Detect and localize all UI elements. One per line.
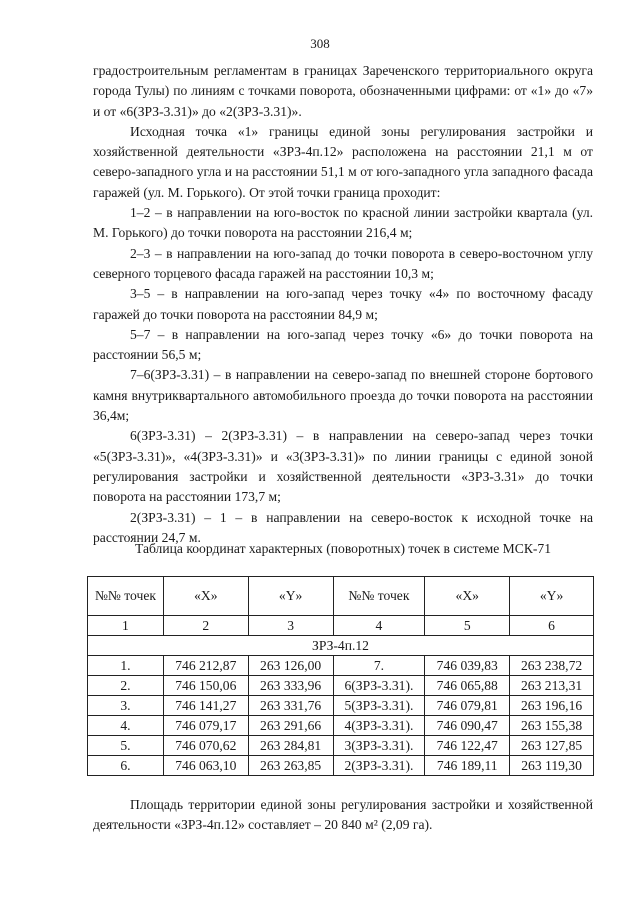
- table-cell: 746 063,10: [163, 756, 248, 776]
- table-cell: 746 070,62: [163, 736, 248, 756]
- table-header-row: [88, 577, 594, 616]
- table-row: [88, 736, 594, 756]
- header-cell: «X»: [163, 577, 248, 616]
- table-row: [88, 716, 594, 736]
- paragraph: 5–7 – в направлении на юго-запад через точку «6» до точки поворота на расстоянии 56,5 м;: [93, 326, 593, 363]
- zone-label: ЗРЗ-4п.12: [88, 636, 594, 656]
- table-cell: 6(ЗРЗ-3.31).: [333, 676, 425, 696]
- table-row: [88, 756, 594, 776]
- table-cell: 2(ЗРЗ-3.31).: [333, 756, 425, 776]
- coordinates-table: [87, 576, 594, 776]
- column-number: 2: [163, 616, 248, 636]
- table-cell: 263 291,66: [248, 716, 333, 736]
- table-cell: 263 331,76: [248, 696, 333, 716]
- table-cell: 746 090,47: [425, 716, 510, 736]
- paragraph: 1–2 – в направлении на юго-восток по красной линии застройки квартала (ул. М. Горького) до точки поворота на расстоянии 216,4 м;: [93, 205, 593, 241]
- table-cell: 5(ЗРЗ-3.31).: [333, 696, 425, 716]
- column-number: 6: [510, 616, 594, 636]
- paragraph: 2–3 – в направлении на юго-запад до точки поворота в северо-восточном углу северного торцевого фасада гаражей на расстоянии 10,3 м;: [93, 245, 593, 281]
- table-cell: 263 263,85: [248, 756, 333, 776]
- table-cell: 7.: [333, 656, 425, 676]
- table-caption: Таблица координат характерных (поворотных) точек в системе МСК-71: [134, 541, 552, 556]
- table-cell: 3.: [88, 696, 164, 716]
- header-cell: №№ точек: [88, 577, 164, 616]
- table-cell: 746 065,88: [425, 676, 510, 696]
- table-cell: 746 189,11: [425, 756, 510, 776]
- table-cell: 263 119,30: [510, 756, 594, 776]
- column-number: 1: [88, 616, 164, 636]
- header-cell: №№ точек: [333, 577, 425, 616]
- paragraph: 2(ЗРЗ-3.31) – 1 – в направлении на северо-восток к исходной точке на расстоянии 24,7 м.: [93, 509, 593, 545]
- table-cell: 746 212,87: [163, 656, 248, 676]
- table-cell: 746 141,27: [163, 696, 248, 716]
- area-statement: [93, 795, 593, 836]
- page-number: 308: [310, 36, 330, 51]
- table-cell: 263 333,96: [248, 676, 333, 696]
- table-cell: 263 127,85: [510, 736, 594, 756]
- paragraph: Площадь территории единой зоны регулирования застройки и хозяйственной деятельности «ЗРЗ-4п.12» составляет – 20 840 м² (2,09 га).: [93, 797, 593, 833]
- body-text: [93, 61, 593, 548]
- table-row: [88, 656, 594, 676]
- table-cell: 263 238,72: [510, 656, 594, 676]
- paragraph: 3–5 – в направлении на юго-запад через точку «4» по восточному фасаду гаражей до точки поворота на расстоянии 84,9 м;: [93, 286, 593, 322]
- column-number: 5: [425, 616, 510, 636]
- table-cell: 5.: [88, 736, 164, 756]
- table-cell: 6.: [88, 756, 164, 776]
- table-cell: 4.: [88, 716, 164, 736]
- table-cell: 2.: [88, 676, 164, 696]
- header-cell: «Y»: [248, 577, 333, 616]
- table-cell: 4(ЗРЗ-3.31).: [333, 716, 425, 736]
- table-cell: 746 079,17: [163, 716, 248, 736]
- table-row: [88, 696, 594, 716]
- table-cell: 746 122,47: [425, 736, 510, 756]
- table-cell: 263 126,00: [248, 656, 333, 676]
- column-number-row: [88, 616, 594, 636]
- table-cell: 263 155,38: [510, 716, 594, 736]
- table-cell: 263 284,81: [248, 736, 333, 756]
- header-cell: «Y»: [510, 577, 594, 616]
- table-cell: 3(ЗРЗ-3.31).: [333, 736, 425, 756]
- table-cell: 746 079,81: [425, 696, 510, 716]
- table-cell: 746 150,06: [163, 676, 248, 696]
- column-number: 3: [248, 616, 333, 636]
- paragraph: 6(ЗРЗ-3.31) – 2(ЗРЗ-3.31) – в направлении на северо-запад через точки «5(ЗРЗ-3.31)», «4(ЗРЗ-3.31)» и «3(ЗРЗ-3.31)» по линии границы с единой зоной регулирования застройки и хозяйственной деятельности «ЗРЗ-3.31» до точки поворота на расстоянии 173,7 м;: [93, 428, 593, 505]
- column-number: 4: [333, 616, 425, 636]
- table-cell: 263 213,31: [510, 676, 594, 696]
- paragraph: градостроительным регламентам в границах Зареченского территориального округа города Тулы) по линиям с точками поворота, обозначенными цифрами: от «1» до «7» и от «6(ЗРЗ-3.31)» до «2(ЗРЗ-3.31)».: [93, 63, 593, 119]
- table-row: [88, 676, 594, 696]
- table-cell: 1.: [88, 656, 164, 676]
- paragraph: 7–6(ЗРЗ-3.31) – в направлении на северо-запад по внешней стороне бортового камня внутриквартального автомобильного проезда до точки поворота на расстоянии 36,4м;: [93, 367, 593, 424]
- zone-row: [88, 636, 594, 656]
- paragraph: Исходная точка «1» границы единой зоны регулирования застройки и хозяйственной деятельности «ЗРЗ-4п.12» расположена на расстоянии 21,1 м от северо-западного угла и на расстоянии 51,1 м от юго-западного угла западного фасада гаражей (ул. М. Горького). От этой точки граница проходит:: [93, 123, 593, 200]
- table-cell: 746 039,83: [425, 656, 510, 676]
- header-cell: «X»: [425, 577, 510, 616]
- table-cell: 263 196,16: [510, 696, 594, 716]
